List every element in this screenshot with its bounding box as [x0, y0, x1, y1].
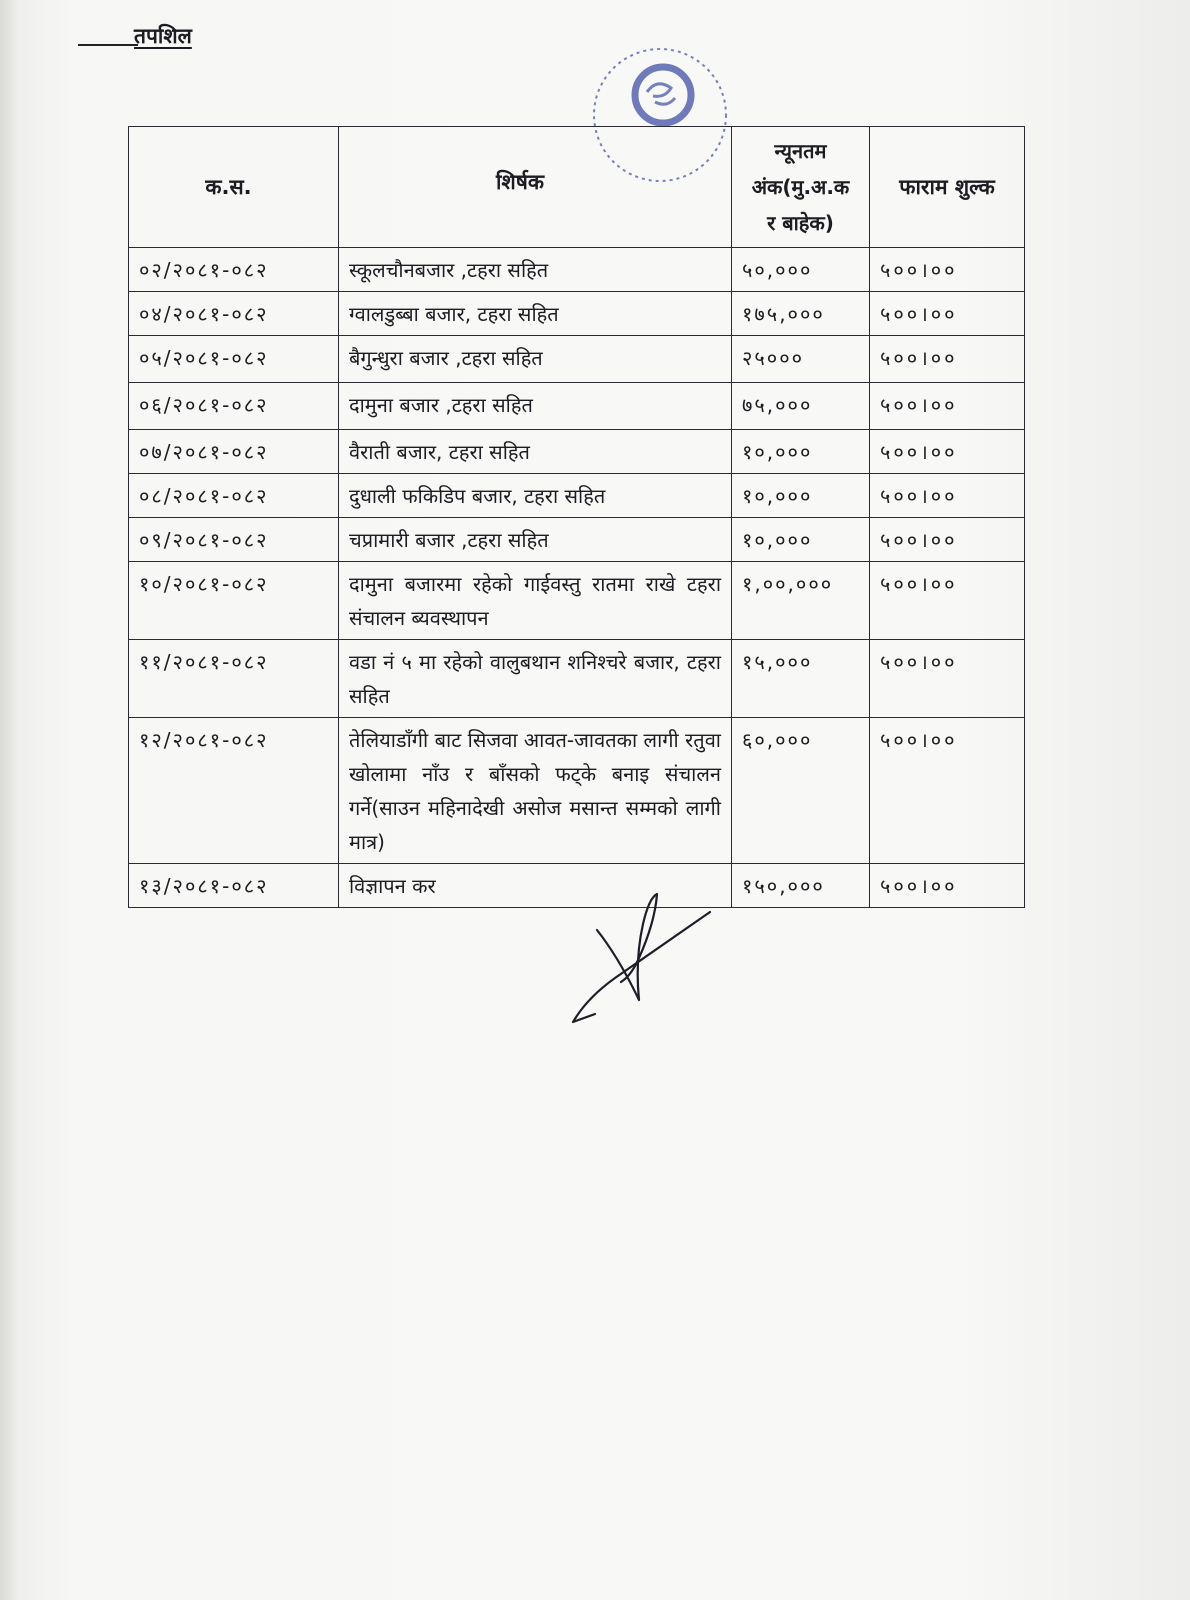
header-minimum-amount: न्यूनतम अंक(मु.अ.क र बाहेक): [732, 127, 870, 248]
cell-minimum-amount: १०,०००: [732, 474, 870, 518]
cell-serial: ०९/२०८१-०८२: [129, 518, 339, 562]
cell-minimum-amount: १,००,०००: [732, 562, 870, 640]
cell-title: दुधाली फकिडिप बजार, टहरा सहित: [339, 474, 732, 518]
header-serial-number: क.स.: [129, 127, 339, 248]
cell-minimum-amount: २५०००: [732, 336, 870, 383]
cell-minimum-amount: १७५,०००: [732, 292, 870, 336]
cell-title: दामुना बजारमा रहेको गाईवस्तु रातमा राखे टहरा संचालन ब्यवस्थापन: [339, 562, 732, 640]
cell-form-fee: ५००।००: [870, 292, 1025, 336]
cell-minimum-amount: ५०,०००: [732, 248, 870, 292]
cell-serial: १३/२०८१-०८२: [129, 864, 339, 908]
cell-serial: ०५/२०८१-०८२: [129, 336, 339, 383]
handwritten-signature: [565, 880, 725, 1030]
cell-serial: ०८/२०८१-०८२: [129, 474, 339, 518]
cell-minimum-amount: १०,०००: [732, 430, 870, 474]
cell-serial: ११/२०८१-०८२: [129, 640, 339, 718]
table-row: [129, 718, 1025, 864]
table-row: [129, 336, 1025, 383]
table-row: [129, 640, 1025, 718]
header-form-fee: फाराम शुल्क: [870, 127, 1025, 248]
cell-form-fee: ५००।००: [870, 518, 1025, 562]
cell-form-fee: ५००।००: [870, 248, 1025, 292]
cell-minimum-amount: १५,०००: [732, 640, 870, 718]
cell-title: दामुना बजार ,टहरा सहित: [339, 383, 732, 430]
document-heading: तपशिल: [134, 24, 192, 48]
cell-title: चप्रामारी बजार ,टहरा सहित: [339, 518, 732, 562]
cell-form-fee: ५००।००: [870, 640, 1025, 718]
cell-form-fee: ५००।००: [870, 474, 1025, 518]
cell-minimum-amount: १०,०००: [732, 518, 870, 562]
cell-serial: ०२/२०८१-०८२: [129, 248, 339, 292]
table-header-row: [129, 127, 1025, 248]
cell-form-fee: ५००।००: [870, 336, 1025, 383]
cell-serial: ०७/२०८१-०८२: [129, 430, 339, 474]
table-row: [129, 518, 1025, 562]
table-row: [129, 562, 1025, 640]
cell-form-fee: ५००।००: [870, 383, 1025, 430]
cell-title: ग्वालडुब्बा बजार, टहरा सहित: [339, 292, 732, 336]
table-row: [129, 248, 1025, 292]
cell-form-fee: ५००।००: [870, 864, 1025, 908]
heading-rule: [78, 44, 138, 46]
table-row: [129, 292, 1025, 336]
cell-form-fee: ५००।००: [870, 562, 1025, 640]
table-row: [129, 474, 1025, 518]
cell-form-fee: ५००।००: [870, 718, 1025, 864]
table-row: [129, 383, 1025, 430]
cell-minimum-amount: ६०,०००: [732, 718, 870, 864]
cell-title: स्कूलचौनबजार ,टहरा सहित: [339, 248, 732, 292]
cell-serial: १२/२०८१-०८२: [129, 718, 339, 864]
page-edge-shadow: [0, 0, 18, 1600]
cell-minimum-amount: १५०,०००: [732, 864, 870, 908]
cell-title: वडा नं ५ मा रहेको वालुबथान शनिश्चरे बजार, टहरा सहित: [339, 640, 732, 718]
header-title: शिर्षक: [339, 127, 732, 248]
cell-title: बैगुन्धुरा बजार ,टहरा सहित: [339, 336, 732, 383]
cell-form-fee: ५००।००: [870, 430, 1025, 474]
cell-serial: ०४/२०८१-०८२: [129, 292, 339, 336]
cell-title: वैराती बजार, टहरा सहित: [339, 430, 732, 474]
cell-serial: ०६/२०८१-०८२: [129, 383, 339, 430]
cell-serial: १०/२०८१-०८२: [129, 562, 339, 640]
cell-title: विज्ञापन कर: [339, 864, 732, 908]
table-row: [129, 430, 1025, 474]
tender-details-table: [128, 126, 1025, 908]
cell-title: तेलियाडाँगी बाट सिजवा आवत-जावतका लागी रतुवा खोलामा नाँउ र बाँसको फट्के बनाइ संचालन गर्ने(साउन महिनादेखी असोज मसान्त सम्मको लागी मात्र): [339, 718, 732, 864]
cell-minimum-amount: ७५,०००: [732, 383, 870, 430]
